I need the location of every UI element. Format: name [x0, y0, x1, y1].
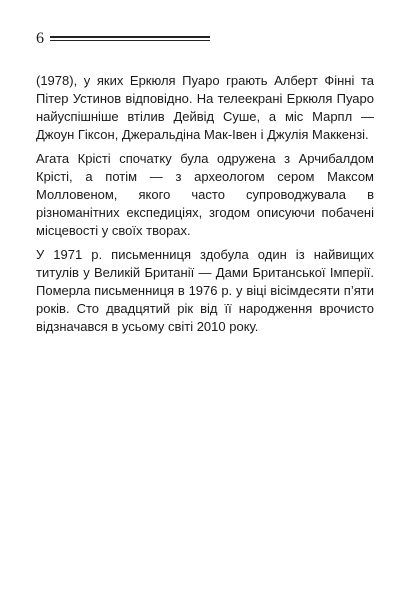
paragraph-1: (1978), у яких Еркюля Пуаро грають Алберт Фінні та Пітер Устинов відповідно. На телеекрані Еркюля Пуаро найуспішніше втілив Дейвід Суше, а міс Марпл — Джоун Гіксон, Джеральдіна Мак-Івен і Джулія Маккензі. — [36, 73, 374, 142]
page-number: 6 — [36, 30, 44, 47]
paragraph-3: У 1971 р. письменниця здобула один із найвищих титулів у Великій Британії — Дами Британської Імперії. Померла письменниця в 1976 р. у віці вісімдесяти п’яти років. Сто двадцятий рік від її народження врочисто відзначався в усьому світі 2010 року. — [36, 247, 374, 334]
header-rule — [50, 36, 210, 41]
paragraph-2: Агата Крісті спочатку була одружена з Арчибалдом Крісті, а потім — з археологом сером Максом Молловеном, якого часто супроводжувала в різноманітних експедиціях, згодом описуючи побачені місцевості у своїх творах. — [36, 151, 374, 238]
body-text — [36, 72, 374, 336]
